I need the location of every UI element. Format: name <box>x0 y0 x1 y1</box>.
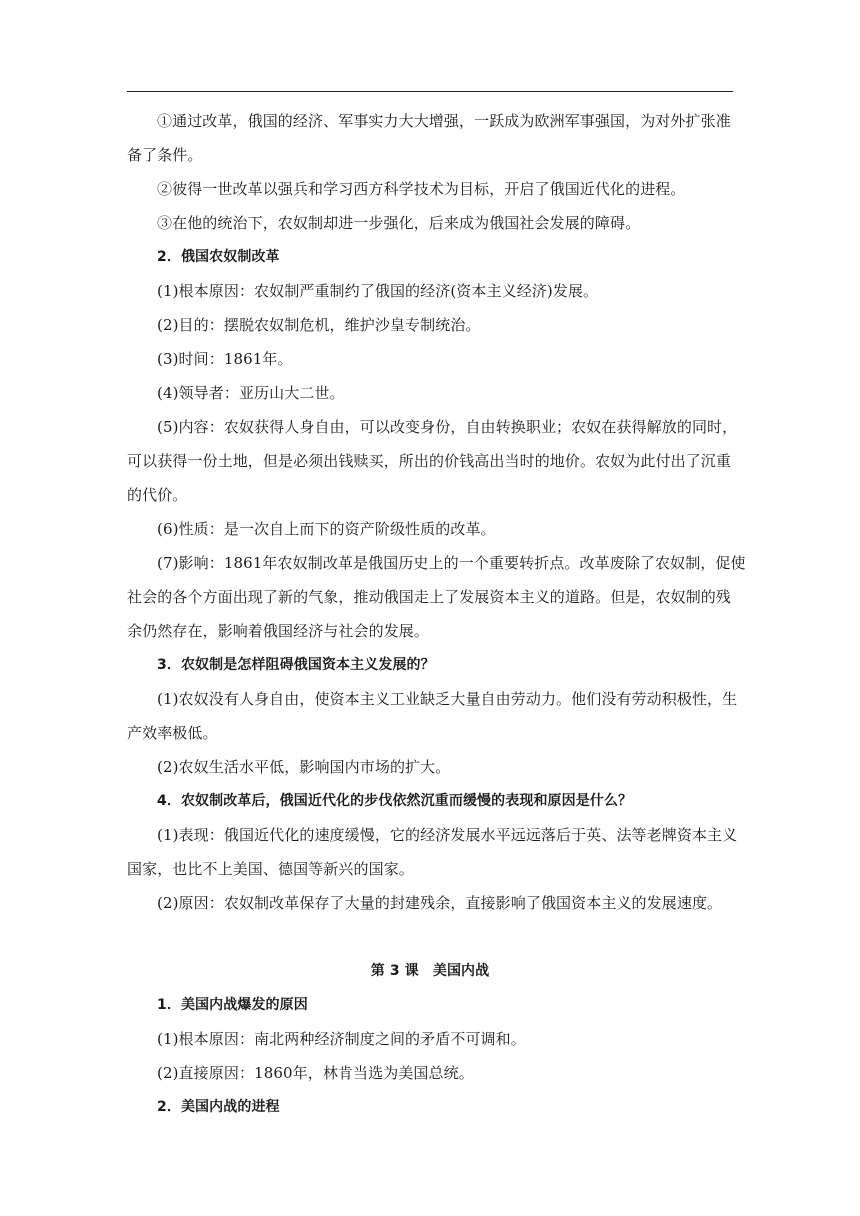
paragraph-line: (5)内容：农奴获得人身自由，可以改变身份，自由转换职业；农奴在获得解放的同时， <box>157 418 738 436</box>
paragraph-line: (2)原因：农奴制改革保存了大量的封建残余，直接影响了俄国资本主义的发展速度。 <box>157 894 723 912</box>
paragraph-line: (3)时间：1861年。 <box>157 350 293 368</box>
paragraph-line: ②彼得一世改革以强兵和学习西方科学技术为目标，开启了俄国近代化的进程。 <box>157 180 686 198</box>
paragraph-line: (4)领导者：亚历山大二世。 <box>157 384 345 402</box>
paragraph-line: (6)性质：是一次自上而下的资产阶级性质的改革。 <box>157 520 496 538</box>
section-heading: 3．农奴制是怎样阻碍俄国资本主义发展的？ <box>157 657 435 673</box>
paragraph-line: 可以获得一份土地，但是必须出钱赎买，所出的价钱高出当时的地价。农奴为此付出了沉重 <box>127 452 732 470</box>
section-heading: 1．美国内战爆发的原因 <box>157 997 308 1013</box>
paragraph-line: 国家，也比不上美国、德国等新兴的国家。 <box>127 860 414 878</box>
paragraph-line: 社会的各个方面出现了新的气象，推动俄国走上了发展资本主义的道路。但是，农奴制的残 <box>127 588 732 606</box>
paragraph-line: 产效率极低。 <box>127 724 218 742</box>
paragraph-line: (1)表现：俄国近代化的速度缓慢，它的经济发展水平远远落后于英、法等老牌资本主义 <box>157 826 738 844</box>
header-rule <box>127 91 733 92</box>
section-spacer <box>127 920 733 954</box>
section-heading: 4．农奴制改革后，俄国近代化的步伐依然沉重而缓慢的表现和原因是什么？ <box>157 793 633 809</box>
document-body <box>127 104 746 1124</box>
paragraph-line: (7)影响：1861年农奴制改革是俄国历史上的一个重要转折点。改革废除了农奴制，促使 <box>157 554 746 572</box>
paragraph-line: (1)根本原因：南北两种经济制度之间的矛盾不可调和。 <box>157 1030 526 1048</box>
paragraph-line: (2)目的：摆脱农奴制危机，维护沙皇专制统治。 <box>157 316 481 334</box>
paragraph-line: 余仍然存在，影响着俄国经济与社会的发展。 <box>127 622 430 640</box>
paragraph-line: (2)直接原因：1860年，林肯当选为美国总统。 <box>157 1064 474 1082</box>
paragraph-line: 的代价。 <box>127 486 188 504</box>
paragraph-line: ③在他的统治下，农奴制却进一步强化，后来成为俄国社会发展的障碍。 <box>157 214 641 232</box>
paragraph-line: ①通过改革，俄国的经济、军事实力大大增强，一跃成为欧洲军事强国，为对外扩张准 <box>157 112 731 130</box>
paragraph-line: 备了条件。 <box>127 146 203 164</box>
paragraph-line: (1)根本原因：农奴制严重制约了俄国的经济(资本主义经济)发展。 <box>157 282 599 300</box>
section-heading: 2．美国内战的进程 <box>157 1099 280 1115</box>
section-heading: 2．俄国农奴制改革 <box>157 249 280 265</box>
paragraph-line: (1)农奴没有人身自由，使资本主义工业缺乏大量自由劳动力。他们没有劳动积极性，生 <box>157 690 738 708</box>
lesson-title: 第 3 课 美国内战 <box>370 963 490 979</box>
paragraph-line: (2)农奴生活水平低，影响国内市场的扩大。 <box>157 758 451 776</box>
